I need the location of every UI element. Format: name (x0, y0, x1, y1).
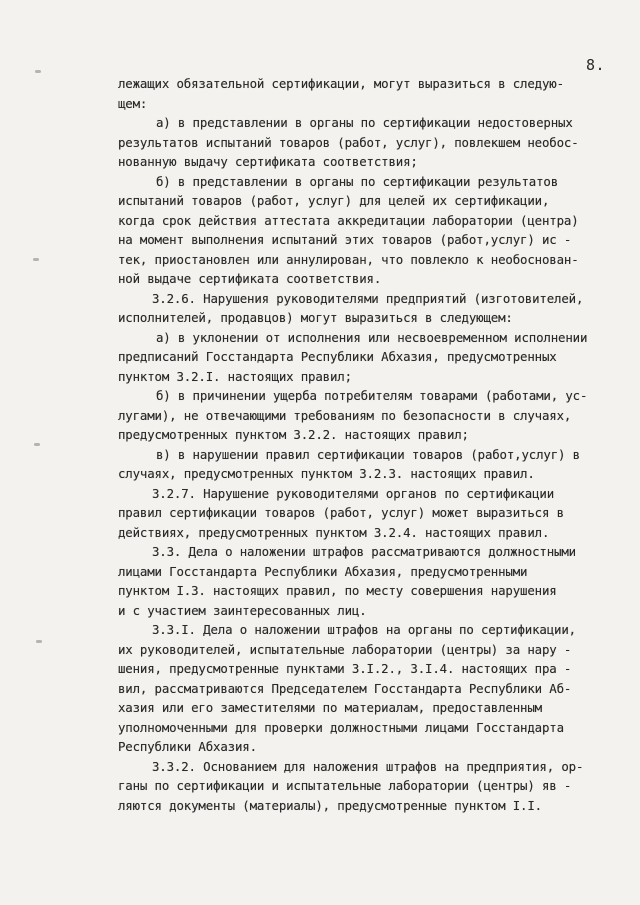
text-line: лицами Госстандарта Республики Абхазия, предусмотренными (118, 563, 528, 579)
text-line: уполномоченными для проверки должностными лицами Госстандарта (118, 719, 564, 735)
text-line: а) в уклонении от исполнения или несвоевременном исполнении (156, 329, 588, 345)
binder-mark (35, 70, 41, 73)
text-line: лугами), не отвечающими требованиям по безопасности в случаях, (118, 407, 572, 423)
text-line: когда срок действия аттестата аккредитации лаборатории (центра) (118, 212, 579, 228)
binder-mark (33, 258, 39, 261)
text-line: б) в причинении ущерба потребителям товарами (работами, ус- (156, 388, 588, 403)
text-line: предписаний Госстандарта Республики Абхазия, предусмотренных (118, 349, 557, 364)
text-line: б) в представлении в органы по сертификации результатов (156, 173, 559, 189)
text-line: 3.3. Дела о наложении штрафов рассматриваются должностными (152, 544, 576, 559)
binder-mark (34, 443, 40, 446)
text-line: 3.3.2. Основанием для наложения штрафов на предприятия, ор- (152, 758, 584, 774)
text-line: шения, предусмотренные пунктами 3.I.2., 3.I.4. настоящих пра - (118, 661, 572, 676)
text-line: случаях, предусмотренных пунктом 3.2.3. настоящих правил. (118, 466, 535, 481)
text-line: лежащих обязательной сертификации, могут выразиться в следую- (118, 76, 564, 91)
text-line: ганы по сертификации и испытательные лаборатории (центры) яв - (118, 778, 572, 793)
text-line: и с участием заинтересованных лиц. (118, 602, 367, 618)
text-line: хазия или его заместителями по материалам, предоставленным (118, 700, 542, 715)
text-line: правил сертификации товаров (работ, услуг) может выразиться в (118, 505, 564, 520)
text-line: испытаний товаров (работ, услуг) для целей их сертификации, (118, 193, 550, 208)
text-line: нованную выдачу сертификата соответствия; (118, 154, 418, 169)
text-line: в) в нарушении правил сертификации товаров (работ,услуг) в (156, 446, 580, 462)
text-line: 3.3.I. Дела о наложении штрафов на органы по сертификации, (152, 622, 576, 637)
text-line: щем: (118, 95, 148, 111)
text-line: Республики Абхазия. (118, 739, 257, 754)
text-line: ной выдаче сертификата соответствия. (118, 271, 382, 286)
text-line: их руководителей, испытательные лаборатории (центры) за нару - (118, 641, 572, 657)
document-body (118, 74, 598, 815)
text-line: пунктом 3.2.I. настоящих правил; (118, 368, 352, 384)
page-number: 8. (586, 56, 606, 74)
text-line: вил, рассматриваются Председателем Госстандарта Республики Аб- (118, 680, 572, 696)
text-line: 3.2.6. Нарушения руководителями предприятий (изготовителей, (152, 290, 584, 306)
text-line: тек, приостановлен или аннулирован, что повлекло к необоснован- (118, 251, 579, 267)
binder-mark (36, 640, 42, 643)
text-line: пунктом I.3. настоящих правил, по месту совершения нарушения (118, 583, 557, 598)
text-line: 3.2.7. Нарушение руководителями органов по сертификации (152, 485, 555, 501)
text-line: исполнителей, продавцов) могут выразиться в следующем: (118, 310, 513, 325)
text-line: на момент выполнения испытаний этих товаров (работ,услуг) ис - (118, 232, 572, 247)
text-line: а) в представлении в органы по сертификации недостоверных (156, 115, 573, 130)
text-line: предусмотренных пунктом 3.2.2. настоящих правил; (118, 427, 469, 442)
text-line: ляются документы (материалы), предусмотренные пунктом I.I. (118, 797, 542, 813)
text-line: результатов испытаний товаров (работ, услуг), повлекшем необос- (118, 134, 579, 150)
text-line: действиях, предусмотренных пунктом 3.2.4. настоящих правил. (118, 524, 550, 540)
